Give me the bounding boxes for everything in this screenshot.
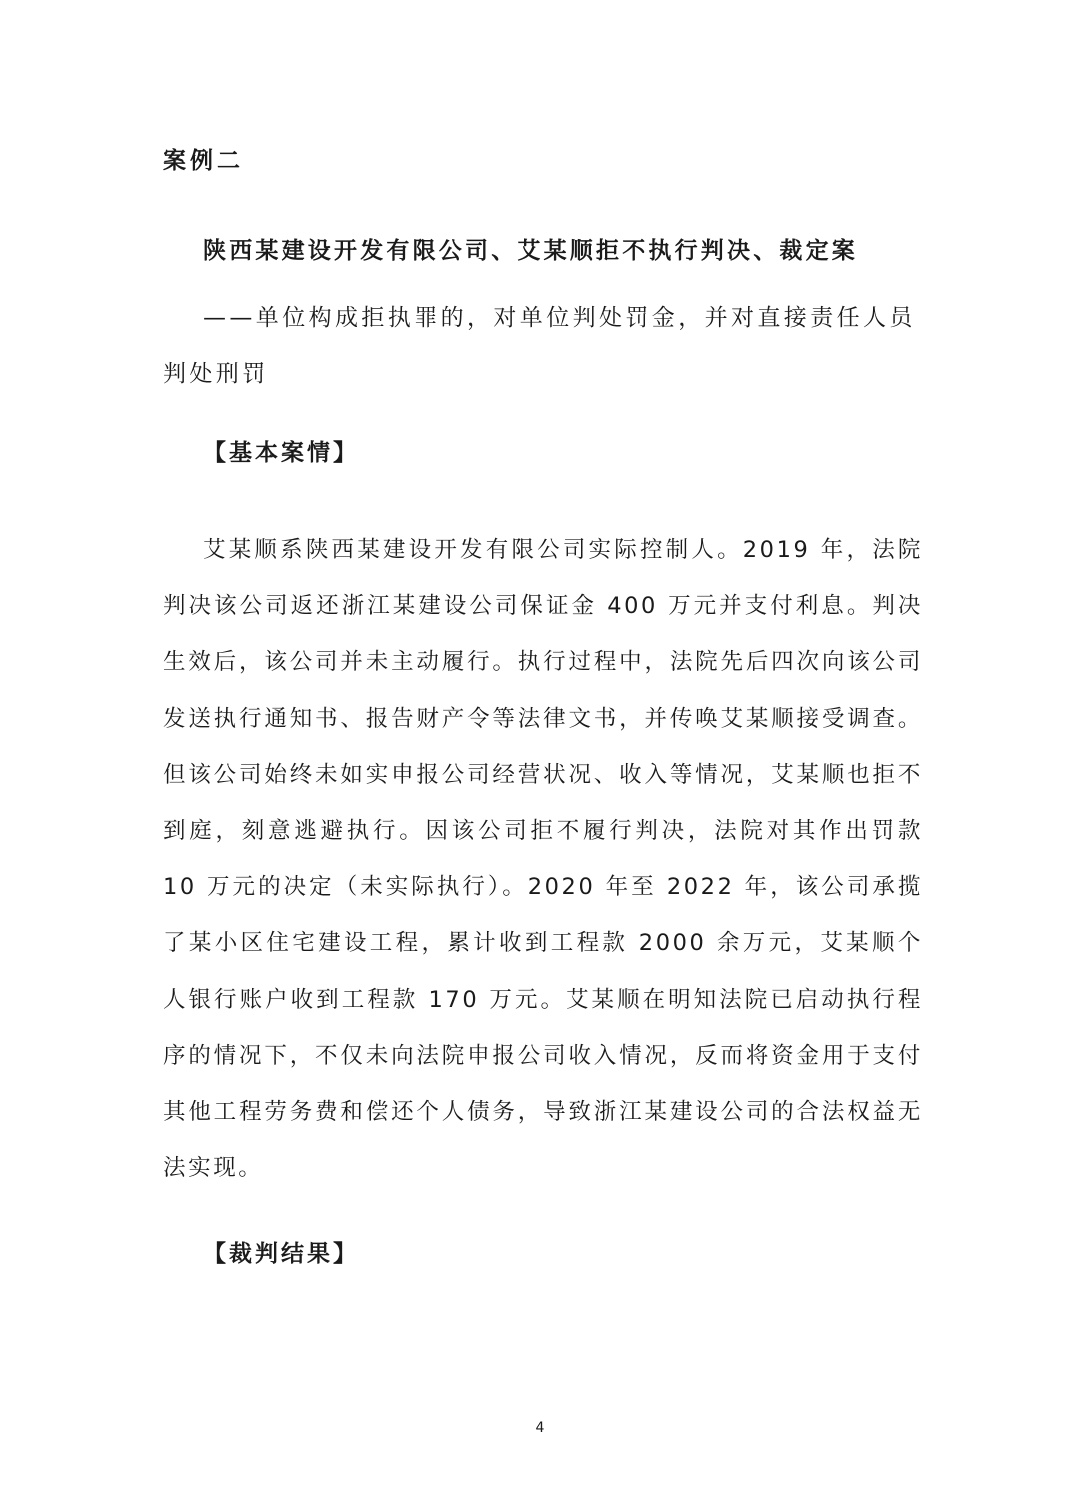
section-heading-basic-facts: 【基本案情】 xyxy=(203,440,359,466)
page-number: 4 xyxy=(535,1420,545,1436)
case-label: 案例二 xyxy=(163,148,244,174)
case-title: 陕西某建设开发有限公司、艾某顺拒不执行判决、裁定案 xyxy=(203,238,858,264)
basic-facts-paragraph: 艾某顺系陕西某建设开发有限公司实际控制人。2019 年，法院判决该公司返还浙江某建设公司保证金 400 万元并支付利息。判决生效后，该公司并未主动履行。执行过程中，法院先后四次向该公司发送执行通知书、报告财产令等法律文书，并传唤艾某顺接受调查。但该公司始终未如实申报公司经营状况、收入等情况，艾某顺也拒不到庭，刻意逃避执行。因该公司拒不履行判决，法院对其作出罚款 10 万元的决定（未实际执行）。2020 年至 2022 年，该公司承揽了某小区住宅建设工程，累计收到工程款 2000 余万元，艾某顺个人银行账户收到工程款 170 万元。艾某顺在明知法院已启动执行程序的情况下，不仅未向法院申报公司收入情况，反而将资金用于支付其他工程劳务费和偿还个人债务，导致浙江某建设公司的合法权益无法实现。 xyxy=(163,537,923,1182)
section-heading-judgment: 【裁判结果】 xyxy=(203,1241,359,1267)
case-subtitle: ——单位构成拒执罪的，对单位判处罚金，并对直接责任人员判处刑罚 xyxy=(163,305,916,387)
